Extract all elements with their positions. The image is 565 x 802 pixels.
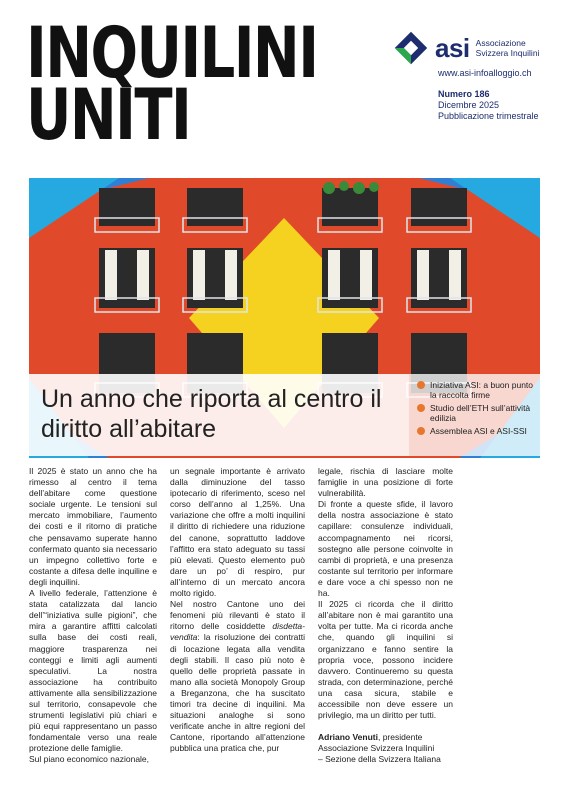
masthead-line-1: INQUILINI — [26, 12, 318, 94]
signature-role: , presidente — [377, 732, 423, 743]
contents-item-label: Studio dell’ETH sull’attività edilizia — [430, 403, 531, 423]
paragraph: un segnale importante è arrivato dalla diminuzione del tasso ipotecario di riferimento, sceso nel corso dell’anno al 1,25%. Una variazione che offre a molti inquilini il diritto di richiedere una riduzione del canone, soprattutto laddove l’affitto era stato adeguato su tassi più elevati. Questo elemento può dare un po’ di respiro, pur all’interno di un mercato ancora molto rigido. — [170, 466, 305, 599]
contents-item[interactable] — [417, 426, 536, 436]
issue-frequency: Pubblicazione trimestrale — [438, 111, 539, 121]
paragraph — [170, 599, 305, 754]
logo-subtitle — [476, 38, 540, 58]
masthead-line-2: UNITI — [26, 74, 191, 156]
signature-org: – Sezione della Svizzera Italiana — [318, 754, 441, 765]
article-column-2 — [170, 466, 305, 796]
signature — [318, 732, 453, 743]
contents-item-label: Assemblea ASI e ASI-SSI — [430, 426, 527, 436]
signature-name: Adriano Venuti — [318, 732, 378, 743]
contents-item-label: Iniziativa ASI: a buon punto la raccolta firme — [430, 380, 534, 400]
issue-number: Numero 186 — [438, 89, 490, 99]
paragraph-text: Nel nostro Cantone uno dei fenomeni più rilevanti è stato il ritorno delle cosiddette — [170, 599, 305, 632]
article-body — [29, 466, 540, 796]
bullet-icon — [417, 427, 425, 435]
article-column-1 — [29, 466, 157, 796]
paragraph: Il 2025 è stato un anno che ha rimesso al centro il tema dell’abitare come questione sociale urgente. Le tensioni sul mercato immobiliare, l’aumento dei costi e il ritorno di pratiche che pensavamo superate hanno confermato quanto sia necessario un impegno collettivo forte e costante a difesa delle inquiline e degli inquilini. — [29, 466, 157, 587]
issue-date: Dicembre 2025 — [438, 100, 500, 110]
masthead — [26, 12, 390, 156]
issue-info — [438, 68, 539, 122]
paragraph: Il 2025 ci ricorda che il diritto all’abitare non è mai garantito una volta per tutte. Ma ci ricorda anche che, quando gli inquilini si organizzano e fanno sentire la propria voce, possono incidere davvero. Continueremo su questa strada, con determinazione, perché una casa sicura, stabile e accessibile non deve essere un privilegio, ma un diritto per tutti. — [318, 599, 453, 721]
logo-subtitle-line-2: Svizzera Inquilini — [475, 48, 540, 58]
asi-logo — [393, 30, 539, 66]
paragraph-text: : la risoluzione dei contratti di locazione legata alla vendita degli stabili. Il caso più noto è quello delle proprietà passate in mano alla società Monopoly Group a Breganzona, che ha suscitato timori tra decine di inquilini. Ma situazioni analoghe si sono verificate anche in altre regioni del Cantone, riportando all’attenzione pubblica una pratica che, pur — [170, 632, 305, 754]
paragraph: A livello federale, l’attenzione è stata catalizzata dal lancio dell’“iniziativa sulle pigioni”, che mira a garantire affitti calcolati sulla base dei costi reali, maggiore trasparenza nei conteggi e limiti agli aumenti speculativi. La nostra associazione ha contribuito attivamente alla sensibilizzazione sul territorio, consapevole che strumenti legislativi più chiari e più equi rappresentano un passo fondamentale verso una reale protezione delle famiglie. — [29, 588, 157, 754]
contents-item[interactable] — [417, 403, 536, 423]
contents-item[interactable] — [417, 380, 536, 400]
asi-logo-icon — [393, 30, 429, 66]
logo-subtitle-line-1: Associazione — [475, 38, 526, 48]
article-column-3 — [318, 466, 453, 796]
contents-sidebar — [409, 374, 540, 456]
bullet-icon — [417, 381, 425, 389]
bullet-icon — [417, 404, 425, 412]
headline-box — [29, 374, 409, 456]
logo-wordmark: asi — [435, 32, 470, 63]
website-link[interactable]: www.asi-infoalloggio.ch — [438, 68, 532, 78]
paragraph: legale, rischia di lasciare molte famiglie in una posizione di forte vulnerabilità. — [318, 466, 453, 499]
emphasis-term: disdetta-vendita — [170, 621, 305, 643]
paragraph: Di fronte a queste sfide, il lavoro della nostra associazione è stato capillare: consulenze individuali, accompagnamento nei ricorsi, sostegno alle persone coinvolte in cambi di proprietà, e una presenza costante sul territorio per informare e dare voce a chi spesso non ne ha. — [318, 499, 453, 599]
signature-org: Associazione Svizzera Inquilini — [318, 743, 435, 754]
cover-headline: Un anno che riporta al centro il diritto all’abitare — [41, 385, 382, 443]
paragraph: Sul piano economico nazionale, — [29, 754, 150, 765]
